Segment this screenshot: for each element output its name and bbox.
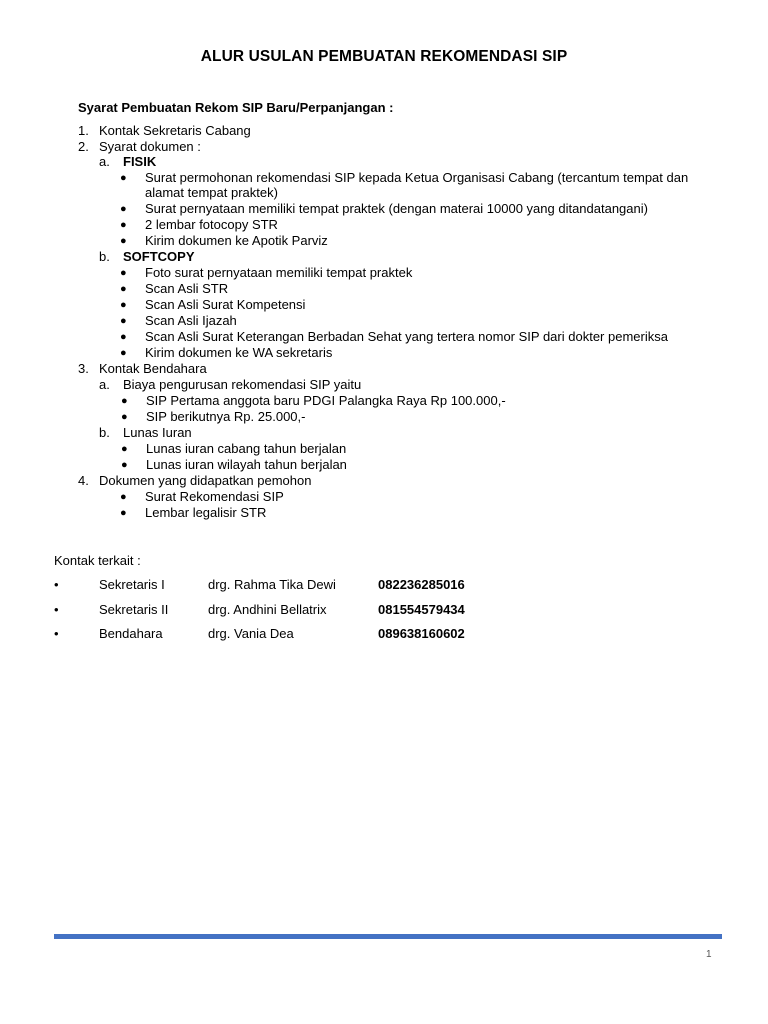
- contact-phone: 082236285016: [378, 577, 465, 592]
- bullet-icon: ●: [121, 459, 128, 471]
- bullet-icon: ●: [120, 491, 127, 503]
- list-item: Dokumen yang didapatkan pemohon: [99, 473, 312, 488]
- bullet-icon: ●: [120, 331, 127, 343]
- footer-rule: [54, 934, 722, 939]
- bullet-icon: ●: [120, 203, 127, 215]
- contact-name: drg. Rahma Tika Dewi: [208, 577, 336, 592]
- bullet-item: Kirim dokumen ke WA sekretaris: [145, 345, 333, 360]
- bullet-item: Kirim dokumen ke Apotik Parviz: [145, 233, 328, 248]
- bullet-item: Lembar legalisir STR: [145, 505, 267, 520]
- bullet-icon: ●: [120, 235, 127, 247]
- contact-row: [54, 577, 554, 593]
- sublist-letter: a.: [99, 154, 110, 169]
- contact-name: drg. Vania Dea: [208, 626, 294, 641]
- bullet-item: Scan Asli STR: [145, 281, 229, 296]
- bullet-item: Scan Asli Surat Keterangan Berbadan Sehat yang tertera nomor SIP dari dokter pemeriksa: [145, 329, 668, 344]
- bullet-icon: ●: [120, 299, 127, 311]
- bullet-item: Scan Asli Ijazah: [145, 313, 237, 328]
- contact-role: Sekretaris I: [99, 577, 165, 592]
- bullet-icon: ●: [121, 411, 128, 423]
- bullet-item: Foto surat pernyataan memiliki tempat praktek: [145, 265, 413, 280]
- sublist-letter: b.: [99, 425, 110, 440]
- bullet-item: Surat pernyataan memiliki tempat praktek (dengan materai 10000 yang ditandatangani): [145, 201, 648, 216]
- bullet-icon: ●: [120, 219, 127, 231]
- list-item: Kontak Bendahara: [99, 361, 207, 376]
- bullet-item: Scan Asli Surat Kompetensi: [145, 297, 306, 312]
- bullet-item: Lunas iuran wilayah tahun berjalan: [146, 457, 347, 472]
- bullet-icon: ●: [120, 267, 127, 279]
- sublist-letter: b.: [99, 249, 110, 264]
- sublist-item: FISIK: [123, 154, 157, 169]
- contact-role: Sekretaris II: [99, 602, 169, 617]
- list-number: 2.: [78, 139, 89, 154]
- bullet-item: 2 lembar fotocopy STR: [145, 217, 278, 232]
- contact-row: [54, 602, 554, 618]
- contacts-label: Kontak terkait :: [54, 553, 141, 568]
- page-number: 1: [706, 949, 712, 960]
- contact-bullet: •: [54, 602, 59, 617]
- bullet-item: Lunas iuran cabang tahun berjalan: [146, 441, 347, 456]
- contact-bullet: •: [54, 626, 59, 641]
- sublist-item: Biaya pengurusan rekomendasi SIP yaitu: [123, 377, 362, 392]
- bullet-icon: ●: [120, 347, 127, 359]
- contact-name: drg. Andhini Bellatrix: [208, 602, 327, 617]
- contact-bullet: •: [54, 577, 59, 592]
- sublist-item: Lunas Iuran: [123, 425, 192, 440]
- list-number: 1.: [78, 123, 89, 138]
- bullet-icon: ●: [121, 443, 128, 455]
- bullet-item: Surat permohonan rekomendasi SIP kepada Ketua Organisasi Cabang (tercantum tempat dan: [145, 170, 689, 185]
- sublist-letter: a.: [99, 377, 110, 392]
- list-number: 3.: [78, 361, 89, 376]
- contact-phone: 081554579434: [378, 602, 465, 617]
- bullet-item-continuation: alamat tempat praktek): [145, 185, 278, 200]
- list-item: Syarat dokumen :: [99, 139, 201, 154]
- sublist-item: SOFTCOPY: [123, 249, 195, 264]
- contact-phone: 089638160602: [378, 626, 465, 641]
- page-title: ALUR USULAN PEMBUATAN REKOMENDASI SIP: [200, 48, 568, 65]
- bullet-item: SIP berikutnya Rp. 25.000,-: [146, 409, 306, 424]
- bullet-icon: ●: [120, 315, 127, 327]
- bullet-icon: ●: [121, 395, 128, 407]
- bullet-icon: ●: [120, 507, 127, 519]
- section-heading: Syarat Pembuatan Rekom SIP Baru/Perpanjangan :: [78, 100, 394, 115]
- bullet-item: SIP Pertama anggota baru PDGI Palangka Raya Rp 100.000,-: [146, 393, 506, 408]
- list-number: 4.: [78, 473, 89, 488]
- contact-row: [54, 626, 554, 642]
- bullet-item: Surat Rekomendasi SIP: [145, 489, 284, 504]
- bullet-icon: ●: [120, 283, 127, 295]
- bullet-icon: ●: [120, 172, 127, 184]
- list-item: Kontak Sekretaris Cabang: [99, 123, 251, 138]
- contact-role: Bendahara: [99, 626, 163, 641]
